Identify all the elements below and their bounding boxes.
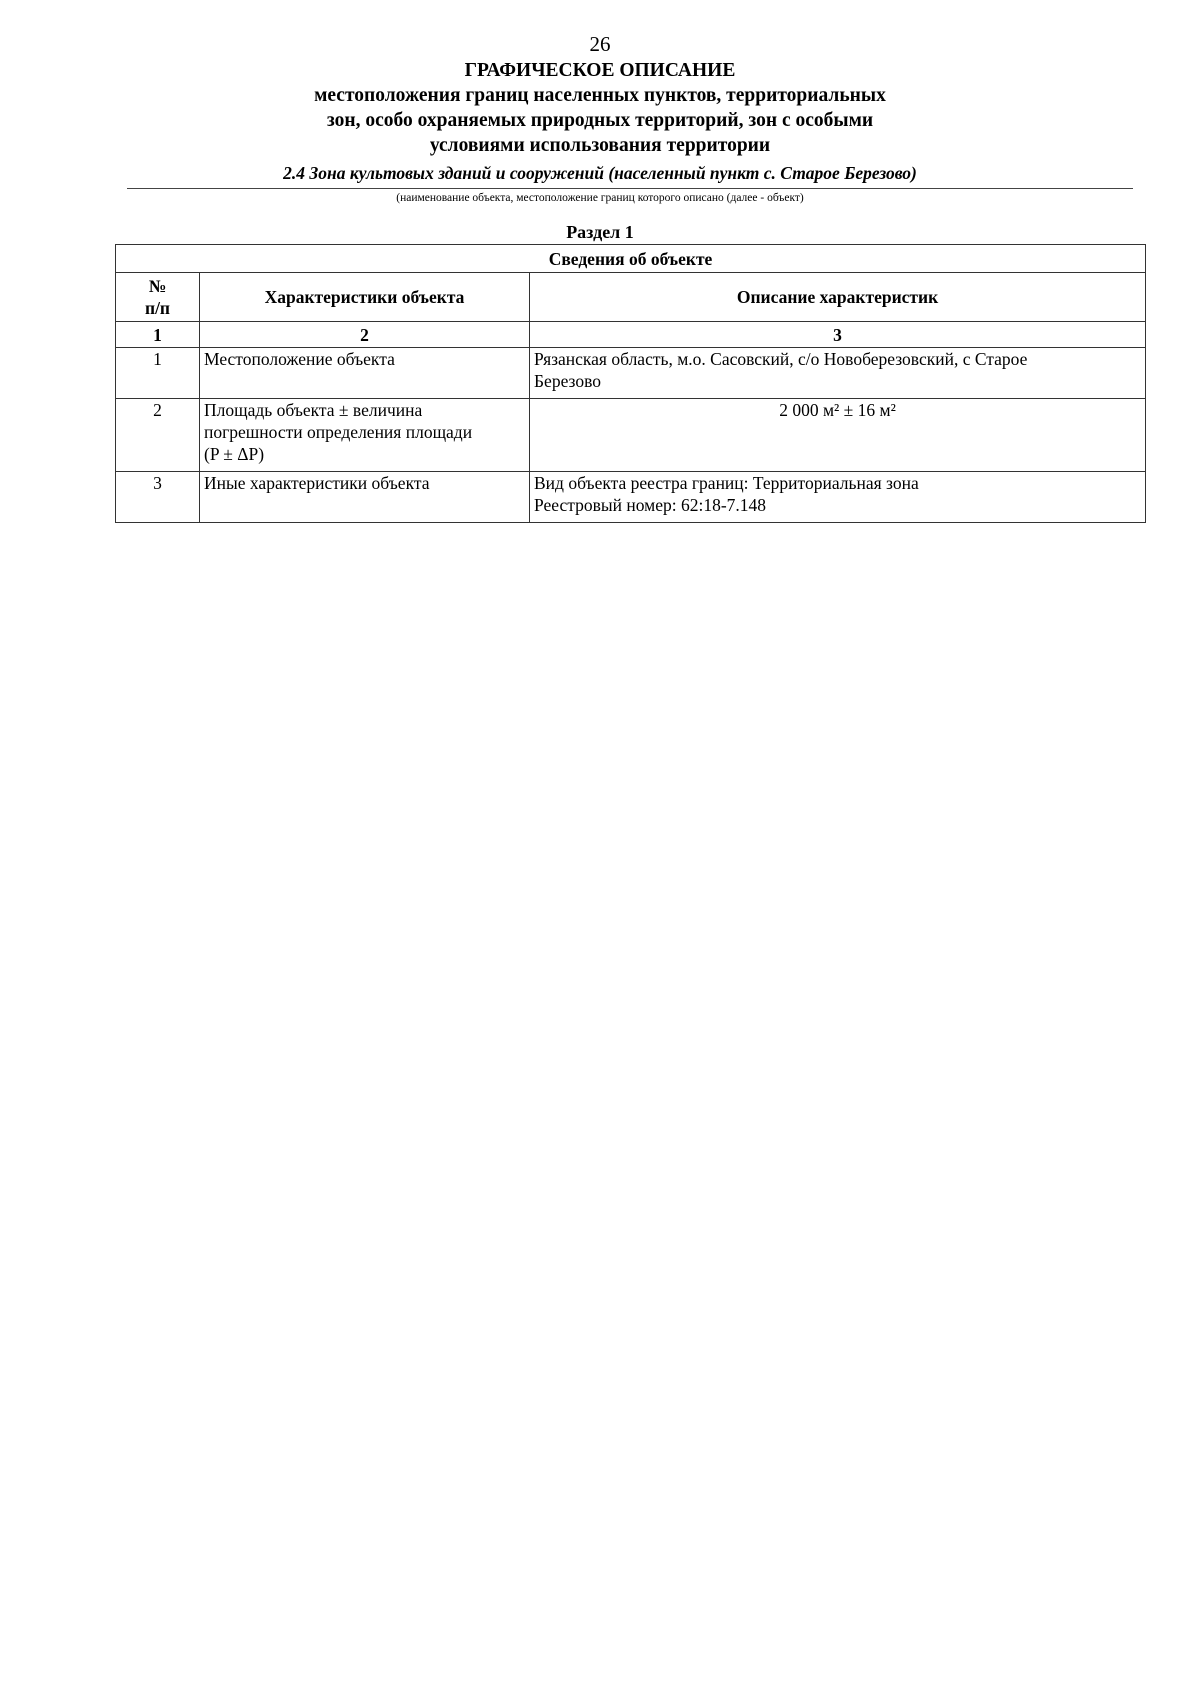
row-number: 2 [116, 399, 200, 472]
header-num [116, 273, 200, 322]
header-num-line-2: п/п [144, 298, 171, 318]
row-characteristic: Местоположение объекта [200, 348, 530, 399]
title-line-1: ГРАФИЧЕСКОЕ ОПИСАНИЕ [464, 60, 736, 81]
column-number: 3 [530, 322, 1146, 348]
header-characteristics: Характеристики объекта [200, 273, 530, 322]
table-row [116, 472, 1146, 523]
header-num-line-1: № [148, 276, 167, 296]
title-line-2: местоположения границ населенных пунктов, территориальных [314, 85, 886, 106]
row-description-line: Рязанская область, м.о. Сасовский, с/о Новоберезовский, с Старое [534, 349, 1028, 369]
column-number: 2 [200, 322, 530, 348]
row-number: 1 [116, 348, 200, 399]
row-characteristic-line: Площадь объекта ± величина [204, 400, 423, 420]
row-number: 3 [116, 472, 200, 523]
title-line-3: зон, особо охраняемых природных территорий, зон с особыми [326, 110, 874, 131]
table-row [116, 348, 1146, 399]
row-description [530, 472, 1146, 523]
object-info-table [115, 244, 1146, 523]
header-description: Описание характеристик [530, 273, 1146, 322]
column-number-row [116, 322, 1146, 348]
section-title: Раздел 1 [566, 222, 634, 242]
table-caption-row [116, 245, 1146, 273]
row-description: 2 000 м² ± 16 м² [530, 399, 1146, 472]
object-name: 2.4 Зона культовых зданий и сооружений (населенный пункт с. Старое Березово) [283, 163, 917, 183]
row-characteristic [200, 399, 530, 472]
document-title [0, 58, 1200, 158]
object-name-underline [127, 188, 1133, 189]
row-characteristic-line: погрешности определения площади [204, 422, 473, 442]
page-number: 26 [589, 32, 611, 56]
row-description-line: Реестровый номер: 62:18-7.148 [534, 495, 767, 515]
row-description-line: Березово [534, 371, 602, 391]
table-row [116, 399, 1146, 472]
row-characteristic-line: (P ± ΔP) [204, 444, 265, 464]
title-line-4: условиями использования территории [429, 135, 771, 156]
row-description-line: Вид объекта реестра границ: Территориальная зона [534, 473, 919, 493]
column-number: 1 [116, 322, 200, 348]
table-header-row [116, 273, 1146, 322]
row-description [530, 348, 1146, 399]
row-characteristic: Иные характеристики объекта [200, 472, 530, 523]
object-caption: (наименование объекта, местоположение границ которого описано (далее - объект) [396, 192, 804, 204]
table-caption: Сведения об объекте [116, 245, 1146, 273]
